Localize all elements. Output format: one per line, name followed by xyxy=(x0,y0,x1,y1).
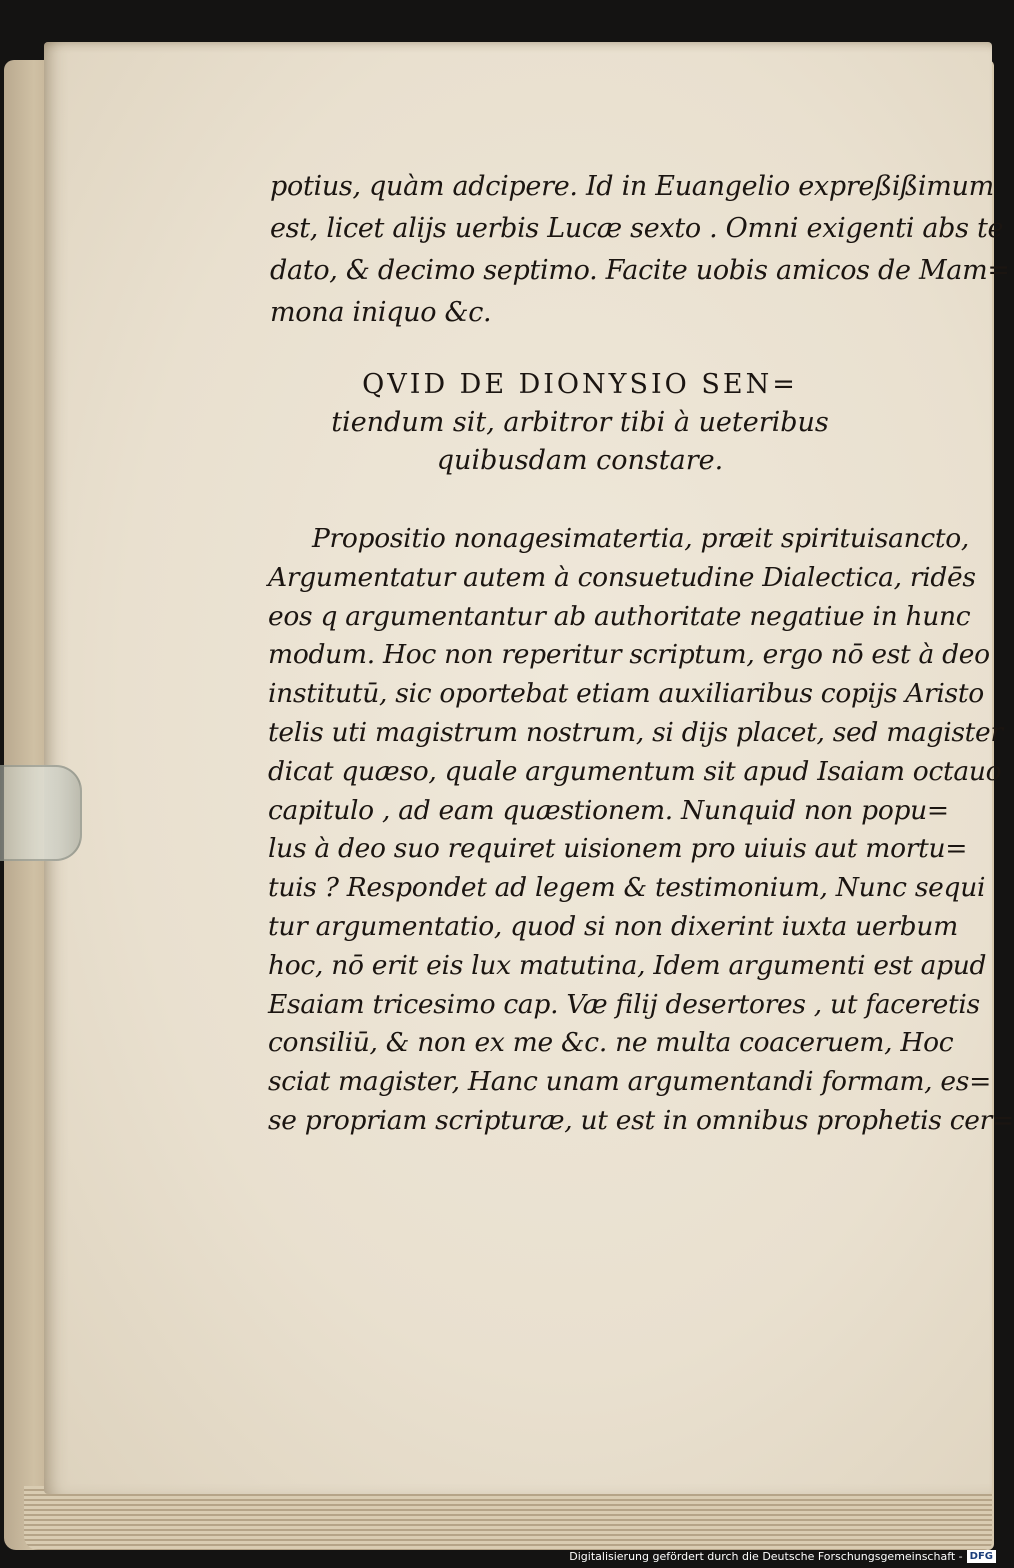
text-line: modum. Hoc non reperitur scriptum, ergo nō est à deo xyxy=(268,639,990,671)
text-line: lus à deo suo requiret uisionem pro uiuis aut mortu= xyxy=(268,833,968,865)
text-line: tuis ? Respondet ad legem & testimonium, Nunc sequi xyxy=(268,872,986,904)
page-clip xyxy=(0,765,82,861)
text-line: est, licet alijs uerbis Lucæ sexto . Omni exigenti abs te xyxy=(270,213,1004,244)
heading-line-1: QVID DE DIONYSIO SEN= xyxy=(362,369,798,400)
text-line: Propositio nonagesimatertia, præit spirituisancto, xyxy=(312,523,970,554)
text-line: capitulo , ad eam quæstionem. Nunquid non popu= xyxy=(268,794,949,826)
text-line: institutū, sic oportebat etiam auxiliaribus copijs Aristo xyxy=(268,678,984,710)
text-line: potius, quàm adcipere. Id in Euangelio expreßißimum xyxy=(270,171,994,202)
text-line: hoc, nō erit eis lux matutina, Idem argumenti est apud xyxy=(268,949,987,981)
text-line: telis uti magistrum nostrum, si dijs placet, sed magister xyxy=(268,716,1003,748)
heading-line-2: tiendum sit, arbitror tibi à ueteribus xyxy=(331,407,829,438)
text-line: dicat quæso, quale argumentum sit apud Isaiam octauo xyxy=(268,755,1002,787)
text-line: Esaiam tricesimo cap. Væ filij desertores , ut faceretis xyxy=(268,988,980,1020)
text-line: dato, & decimo septimo. Facite uobis amicos de Mam= xyxy=(270,255,1010,286)
text-line: mona iniquo &c. xyxy=(270,297,492,328)
paragraph-1 xyxy=(270,166,1010,334)
dfg-logo: DFG xyxy=(967,1550,996,1563)
paragraph-2 xyxy=(268,520,1014,1141)
text-line: Argumentatur autem à consuetudine Dialectica, ridēs xyxy=(268,561,976,593)
section-heading xyxy=(300,366,860,480)
text-line: sciat magister, Hanc unam argumentandi formam, es= xyxy=(268,1066,991,1098)
book-page-edges xyxy=(24,1486,992,1550)
footer-credit: Digitalisierung gefördert durch die Deutsche Forschungsgemeinschaft - xyxy=(569,1549,963,1563)
text-line: se propriam scripturæ, ut est in omnibus prophetis cer= xyxy=(268,1104,1014,1136)
text-line: tur argumentatio, quod si non dixerint iuxta uerbum xyxy=(268,910,958,942)
digitization-footer xyxy=(569,1547,996,1565)
heading-line-3: quibusdam constare. xyxy=(436,445,724,476)
text-line: eos q argumentantur ab authoritate negatiue in hunc xyxy=(268,600,971,632)
text-line: consiliū, & non ex me &c. ne multa coaceruem, Hoc xyxy=(268,1027,954,1059)
